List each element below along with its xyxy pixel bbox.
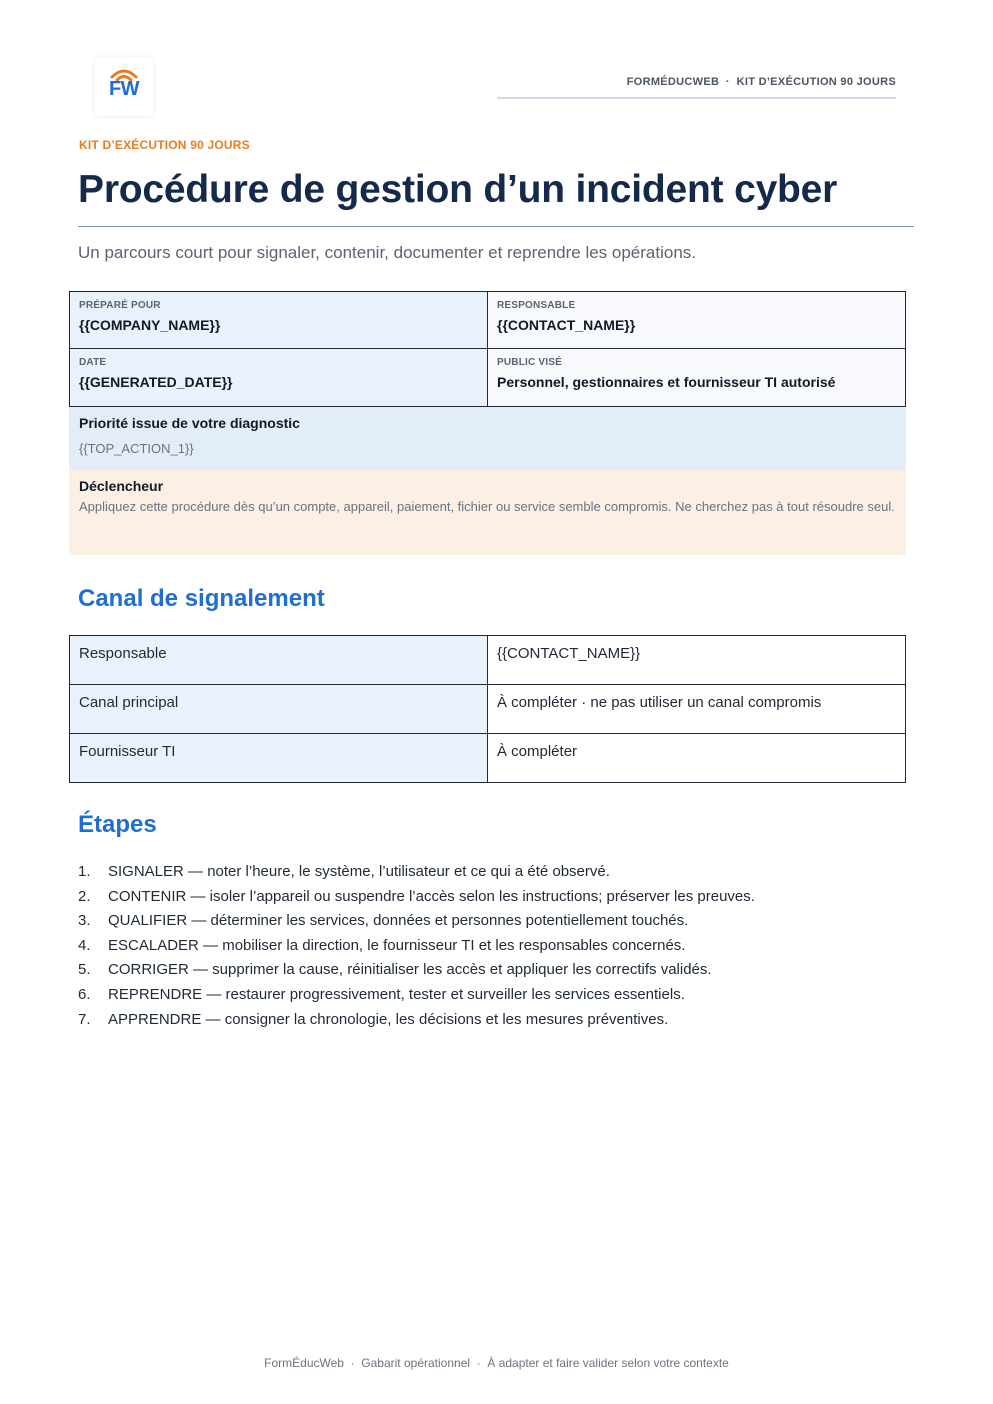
- list-item: [78, 983, 755, 1008]
- step-text: REPRENDRE — restaurer progressivement, tester et surveiller les services essentiels.: [108, 985, 685, 1003]
- meta-value: {{COMPANY_NAME}}: [79, 317, 221, 333]
- meta-owner: [488, 292, 906, 349]
- page-footer: FormÉducWeb · Gabarit opérationnel · À adapter et faire valider selon votre contexte: [264, 1356, 729, 1370]
- step-number: 6.: [78, 985, 91, 1003]
- meta-prepared-for: [70, 292, 488, 349]
- meta-audience: [488, 349, 906, 407]
- step-text: SIGNALER — noter l’heure, le système, l’utilisateur et ce qui a été observé.: [108, 863, 610, 880]
- meta-label: PRÉPARÉ POUR: [79, 300, 161, 311]
- meta-label: PUBLIC VISÉ: [497, 357, 562, 368]
- meta-date: [70, 349, 488, 407]
- step-number: 3.: [78, 912, 91, 930]
- step-text: CONTENIR — isoler l’appareil ou suspendre l’accès selon les instructions; préserver les preuves.: [108, 887, 755, 905]
- section-heading-channel: Canal de signalement: [78, 585, 325, 612]
- trigger-callout: [69, 470, 906, 555]
- eyebrow-label: KIT D’EXÉCUTION 90 JOURS: [79, 138, 250, 152]
- step-text: CORRIGER — supprimer la cause, réinitialiser les accès et appliquer les correctifs validés.: [108, 961, 712, 979]
- list-item: [78, 909, 755, 934]
- step-number: 5.: [78, 961, 91, 979]
- header-divider: [497, 97, 896, 99]
- step-number: 1.: [78, 863, 91, 880]
- step-number: 7.: [78, 1010, 91, 1028]
- title-divider: [78, 226, 914, 227]
- channel-label: Fournisseur TI: [70, 734, 488, 783]
- priority-body: {{TOP_ACTION_1}}: [79, 441, 194, 456]
- trigger-body: Appliquez cette procédure dès qu’un compte, appareil, paiement, fichier ou service semble compromis. Ne cherchez pas à tout résoudre seul.: [79, 499, 895, 514]
- step-text: ESCALADER — mobiliser la direction, le fournisseur TI et les responsables concernés.: [108, 936, 686, 954]
- meta-value: {{GENERATED_DATE}}: [79, 374, 233, 390]
- meta-label: DATE: [79, 357, 107, 368]
- trigger-title: Déclencheur: [79, 478, 164, 494]
- step-text: APPRENDRE — consigner la chronologie, les décisions et les mesures préventives.: [108, 1010, 669, 1028]
- page-title: Procédure de gestion d’un incident cyber: [78, 168, 838, 211]
- channel-value: À compléter: [488, 734, 906, 783]
- list-item: [78, 934, 755, 959]
- page-subtitle: Un parcours court pour signaler, contenir, documenter et reprendre les opérations.: [78, 243, 697, 262]
- document-meta-table: [69, 291, 906, 407]
- meta-value: {{CONTACT_NAME}}: [497, 317, 636, 333]
- table-row: [70, 636, 906, 685]
- logo-text: FW: [108, 78, 140, 100]
- channel-value: À compléter · ne pas utiliser un canal compromis: [488, 685, 906, 734]
- step-text: QUALIFIER — déterminer les services, données et personnes potentiellement touchés.: [108, 912, 689, 930]
- priority-title: Priorité issue de votre diagnostic: [79, 415, 300, 431]
- channel-label: Canal principal: [70, 685, 488, 734]
- list-item: [78, 958, 755, 983]
- step-number: 2.: [78, 887, 91, 905]
- list-item: [78, 885, 755, 910]
- channel-label: Responsable: [70, 636, 488, 685]
- meta-label: RESPONSABLE: [497, 300, 576, 311]
- list-item: [78, 860, 755, 885]
- meta-value: Personnel, gestionnaires et fournisseur TI autorisé: [497, 374, 836, 390]
- reporting-channel-table: [69, 635, 906, 783]
- list-item: [78, 1008, 755, 1033]
- channel-value: {{CONTACT_NAME}}: [488, 636, 906, 685]
- table-row: [70, 734, 906, 783]
- step-number: 4.: [78, 936, 91, 954]
- steps-list: [78, 860, 755, 1032]
- brand-logo: [95, 58, 153, 116]
- header-brand-label: FORMÉDUCWEB · KIT D’EXÉCUTION 90 JOURS: [626, 76, 896, 88]
- section-heading-steps: Étapes: [78, 811, 157, 838]
- table-row: [70, 685, 906, 734]
- priority-callout: [69, 407, 906, 470]
